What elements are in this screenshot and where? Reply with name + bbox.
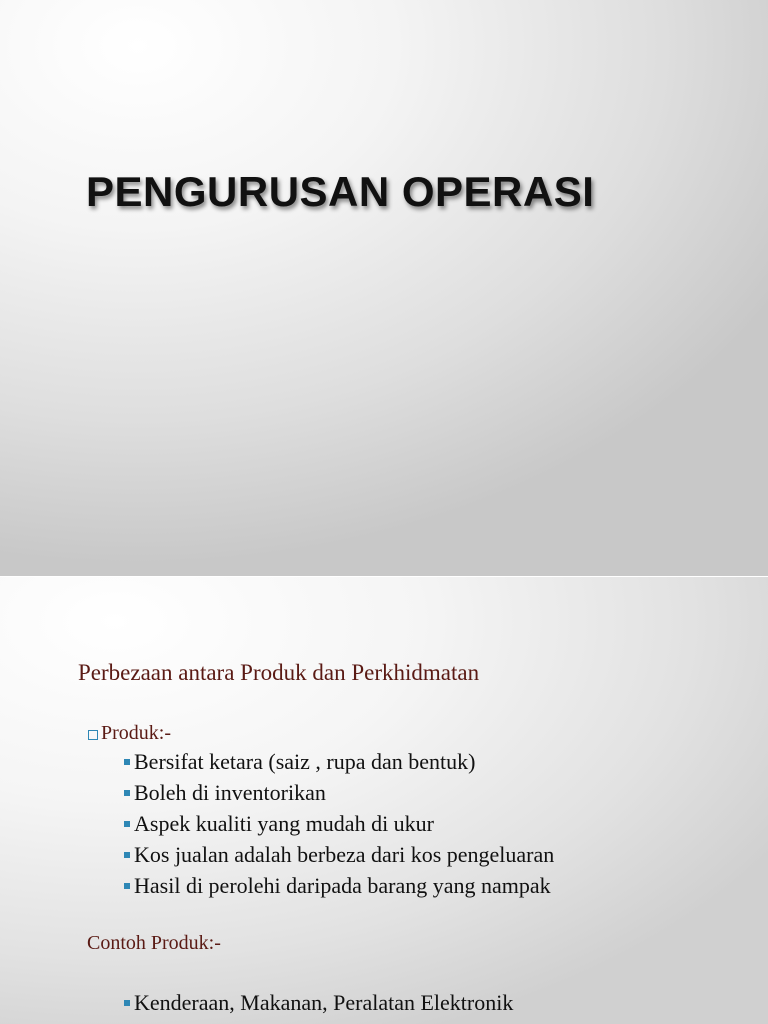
list-item bbox=[124, 839, 554, 870]
list-item bbox=[124, 746, 554, 777]
filled-square-bullet-icon bbox=[124, 883, 130, 889]
list-item-text: Boleh di inventorikan bbox=[134, 779, 326, 805]
filled-square-bullet-icon bbox=[124, 852, 130, 858]
filled-square-bullet-icon bbox=[124, 790, 130, 796]
slide-2 bbox=[0, 577, 768, 1024]
list-item-text: Kos jualan adalah berbeza dari kos pengeluaran bbox=[134, 841, 555, 867]
list-item-text: Kenderaan, Makanan, Peralatan Elektronik bbox=[134, 989, 514, 1015]
filled-square-bullet-icon bbox=[124, 759, 130, 765]
filled-square-bullet-icon bbox=[124, 821, 130, 827]
produk-section-label bbox=[88, 722, 171, 745]
list-item-text: Aspek kualiti yang mudah di ukur bbox=[134, 810, 435, 836]
list-item-text: Bersifat ketara (saiz , rupa dan bentuk) bbox=[134, 748, 476, 774]
filled-square-bullet-icon bbox=[124, 1000, 130, 1006]
list-item-text: Hasil di perolehi daripada barang yang nampak bbox=[134, 872, 551, 898]
produk-list bbox=[124, 746, 554, 901]
list-item bbox=[124, 808, 554, 839]
list-item bbox=[124, 870, 554, 901]
list-item bbox=[124, 987, 513, 1018]
contoh-section-label: Contoh Produk:- bbox=[87, 932, 221, 954]
contoh-list bbox=[124, 987, 513, 1018]
slide-heading: Perbezaan antara Produk dan Perkhidmatan bbox=[78, 660, 480, 685]
slide-title: PENGURUSAN OPERASI bbox=[86, 168, 595, 215]
list-item bbox=[124, 777, 554, 808]
hollow-square-bullet-icon bbox=[88, 730, 98, 740]
produk-label-text: Produk:- bbox=[101, 722, 171, 744]
